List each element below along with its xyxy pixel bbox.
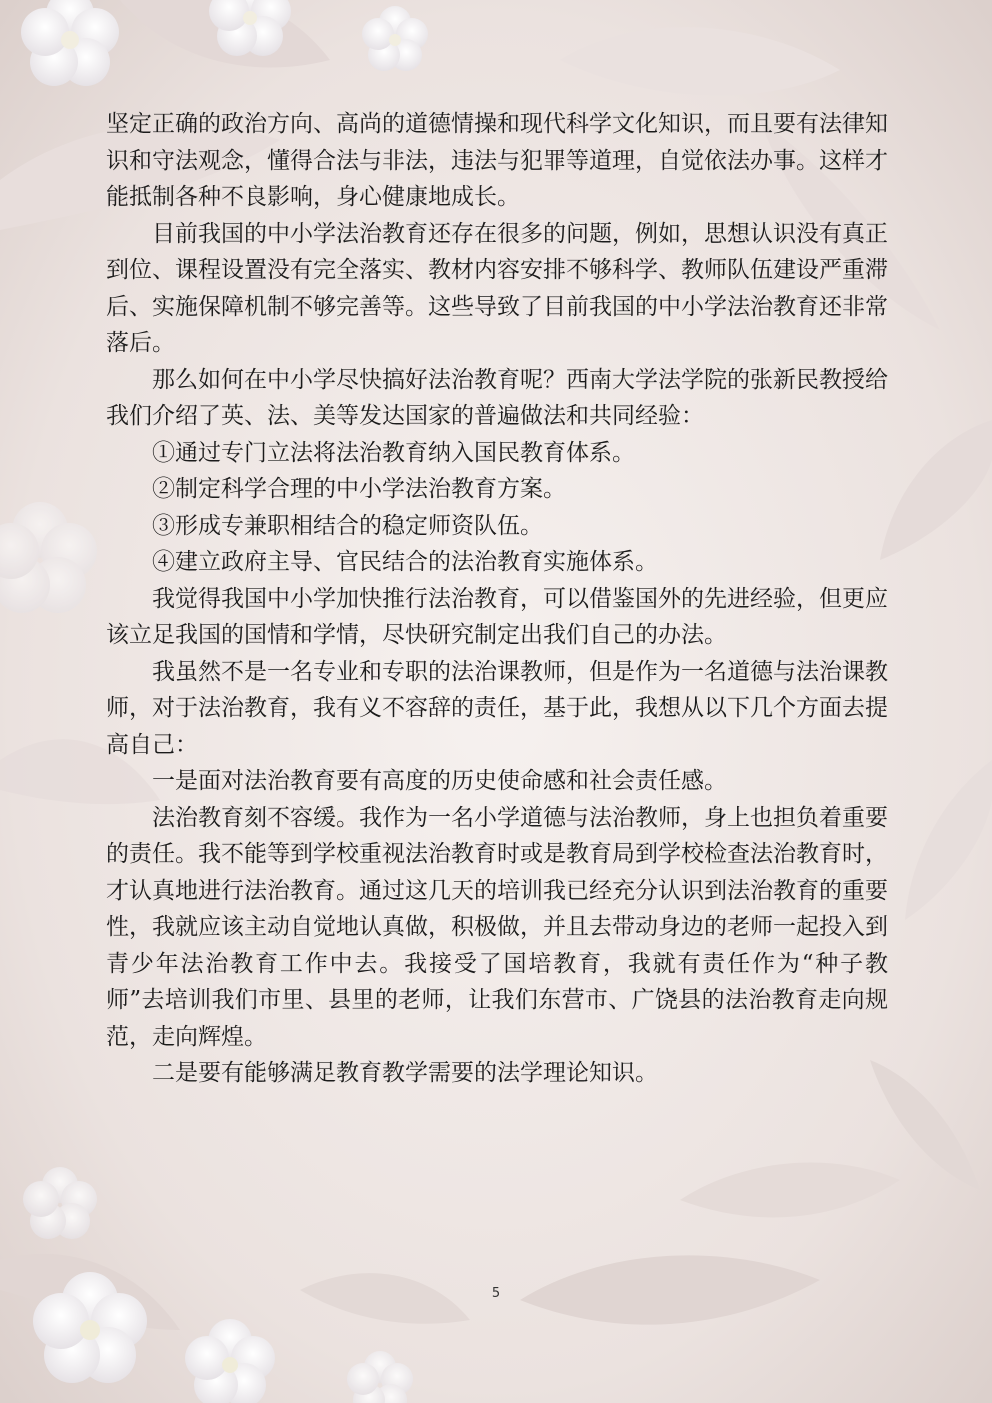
list-item: ④建立政府主导、官民结合的法治教育实施体系。 — [152, 549, 658, 575]
list-item: ②制定科学合理的中小学法治教育方案。 — [152, 476, 566, 502]
page-number: 5 — [491, 1286, 501, 1301]
paragraph: 那么如何在中小学尽快搞好法治教育呢？西南大学法学院的张新民教授给我们介绍了英、法、美等发达国家的普遍做法和共同经验： — [106, 366, 888, 429]
paragraph: 我虽然不是一名专业和专职的法治课教师，但是作为一名道德与法治课教师，对于法治教育，我有义不容辞的责任，基于此，我想从以下几个方面去提高自己： — [106, 658, 888, 758]
section-point: 二是要有能够满足教育教学需要的法学理论知识。 — [152, 1060, 658, 1086]
paragraph: 法治教育刻不容缓。我作为一名小学道德与法治教师，身上也担负着重要的责任。我不能等到学校重视法治教育时或是教育局到学校检查法治教育时，才认真地进行法治教育。通过这几天的培训我已经充分认识到法治教育的重要性，我就应该主动自觉地认真做，积极做，并且去带动身边的老师一起投入到青少年法治教育工作中去。我接受了国培教育，我就有责任作为“种子教师”去培训我们市里、县里的老师，让我们东营市、广饶县的法治教育走向规范，走向辉煌。 — [106, 804, 888, 1050]
paragraph: 我觉得我国中小学加快推行法治教育，可以借鉴国外的先进经验，但更应该立足我国的国情和学情，尽快研究制定出我们自己的办法。 — [106, 585, 888, 648]
flower-shape — [21, 0, 119, 86]
paragraph: 坚定正确的政治方向、高尚的道德情操和现代科学文化知识，而且要有法律知识和守法观念，懂得合法与非法，违法与犯罪等道理，自觉依法办事。这样才能抵制各种不良影响，身心健康地成长。 — [106, 111, 888, 210]
paragraph: 目前我国的中小学法治教育还存在很多的问题，例如，思想认识没有真正到位、课程设置没有完全落实、教材内容安排不够科学、教师队伍建设严重滞后、实施保障机制不够完善等。这些导致了目前我国的中小学法治教育还非常落后。 — [106, 220, 888, 356]
list-item: ①通过专门立法将法治教育纳入国民教育体系。 — [152, 439, 635, 466]
document-body — [106, 106, 888, 1092]
flower-shape — [209, 0, 291, 56]
list-item: ③形成专兼职相结合的稳定师资队伍。 — [152, 512, 543, 539]
section-point: 一是面对法治教育要有高度的历史使命感和社会责任感。 — [152, 768, 727, 794]
